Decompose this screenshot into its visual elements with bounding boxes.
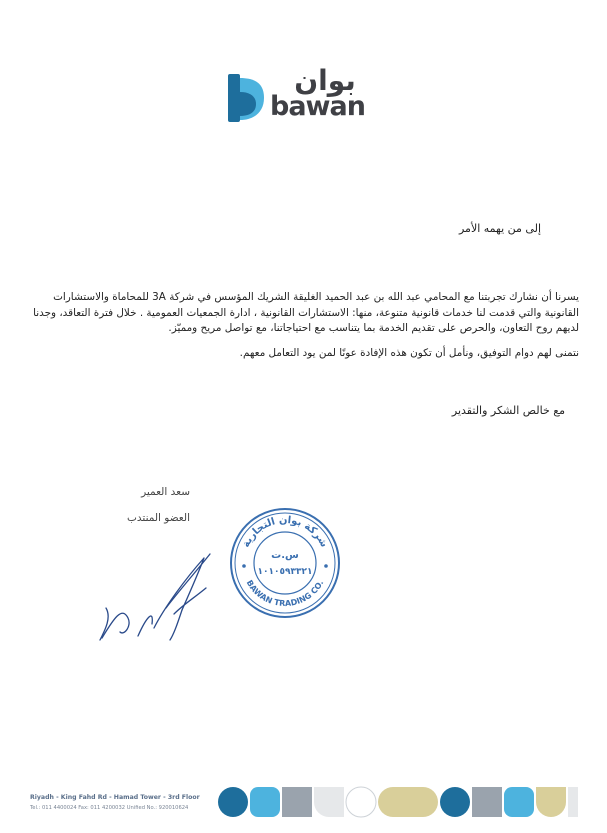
logo-english-wordmark: bawan [270, 91, 365, 122]
signer-title: العضو المنتدب [127, 512, 190, 524]
handwritten-signature [94, 548, 224, 644]
stamp-star-icon [242, 564, 246, 568]
bawan-logo [226, 64, 376, 130]
bawan-logo-mark-icon [226, 72, 266, 124]
company-stamp [228, 506, 342, 620]
body-paragraph-2: نتمنى لهم دوام التوفيق، ونأمل أن تكون هذه الإفادة عونًا لمن يود التعامل معهم. [239, 346, 579, 359]
stamp-cr-label: س.ت [271, 550, 299, 561]
salutation: إلى من يهمه الأمر [458, 222, 541, 235]
body-paragraph-1: يسرنا أن نشارك تجربتنا مع المحامي عبد الله بن عبد الحميد الغليقة الشريك المؤسس في شركة 3A للمحاماة والاستشارات القانونية والتي قدمت لنا خدمات قانونية متنوعة، منها: الاستشارات القانونية ، ادارة الجمعيات العمومية . خلال فترة التعاقد، وجدنا لديهم روح التعاون، والحرص على تقديم الخدمة بما يتناسب مع احتياجاتنا، مع تواصل مريح ومميّز. [33, 291, 579, 334]
letter-body [24, 290, 579, 370]
stamp-star-icon [324, 564, 328, 568]
footer-pattern [218, 786, 578, 818]
logo-arabic-wordmark: بوان [294, 64, 356, 97]
stamp-cr-number: ١٠١٠٥٩٣٣٢١ [257, 567, 313, 577]
signer-name: سعد العمير [141, 486, 190, 498]
stamp-arabic-name: شركة بوان التجارية [240, 514, 330, 550]
stamp-english-name: BAWAN TRADING CO. [244, 578, 326, 609]
footer-address: Riyadh - King Fahd Rd - Hamad Tower - 3rd Floor [30, 794, 200, 801]
closing-line: مع خالص الشكر والتقدير [451, 404, 565, 417]
footer-contact: Tel.: 011 4400024 Fax: 011 4200032 Unified No.: 920010624 [30, 805, 189, 811]
